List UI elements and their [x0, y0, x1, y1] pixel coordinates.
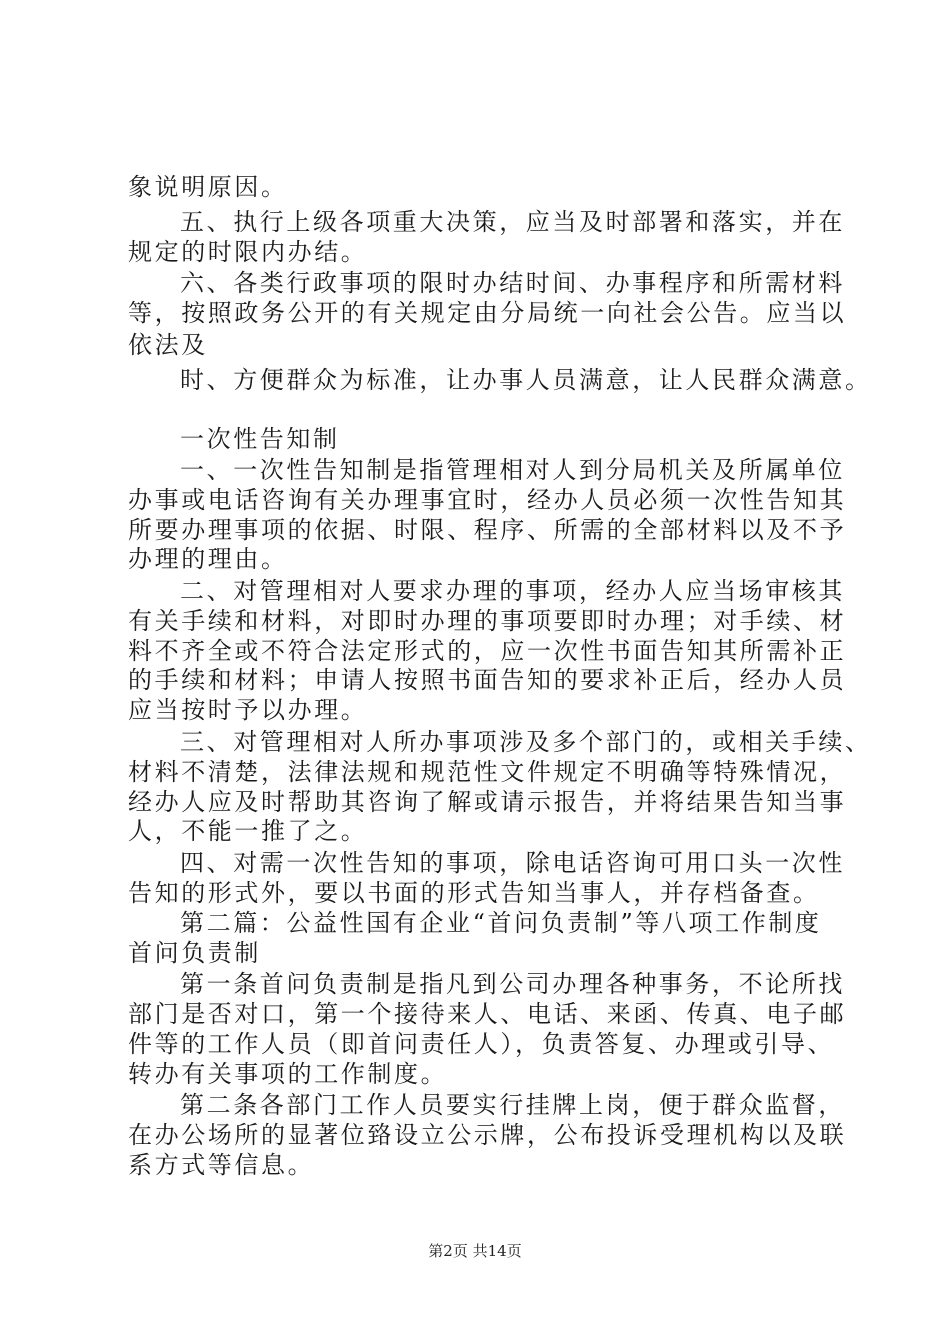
text-line: 转办有关事项的工作制度。 — [128, 1060, 448, 1088]
page-number-footer: 第2页 共14页 — [428, 1242, 522, 1260]
text-line: 件等的工作人员（即首问责任人），负责答复、办理或引导、 — [128, 1030, 835, 1058]
text-line: 时、方便群众为标准，让办事人员满意，让人民群众满意。 — [180, 366, 872, 394]
text-line: 三、对管理相对人所办事项涉及多个部门的，或相关手续、 — [180, 728, 872, 756]
text-line: 所要办理事项的依据、时限、程序、所需的全部材料以及不予 — [128, 516, 847, 544]
text-line: 依法及 — [128, 331, 208, 359]
text-line: 规定的时限内办结。 — [128, 238, 368, 266]
text-line: 在办公场所的显著位臵设立公示牌，公布投诉受理机构以及联 — [128, 1121, 847, 1149]
text-line: 材料不清楚，法律法规和规范性文件规定不明确等特殊情况， — [128, 758, 847, 786]
text-line: 第二条各部门工作人员要实行挂牌上岗，便于群众监督， — [180, 1091, 845, 1119]
text-line: 办理的理由。 — [128, 545, 288, 573]
text-line: 二、对管理相对人要求办理的事项，经办人应当场审核其 — [180, 577, 845, 605]
text-line: 六、各类行政事项的限时办结时间、办事程序和所需材料 — [180, 269, 845, 297]
text-line: 应当按时予以办理。 — [128, 696, 368, 724]
text-line: 经办人应及时帮助其咨询了解或请示报告，并将结果告知当事 — [128, 788, 847, 816]
text-line: 人，不能一推了之。 — [128, 817, 368, 845]
text-line: 的手续和材料；申请人按照书面告知的要求补正后，经办人员 — [128, 666, 847, 694]
text-line: 一、一次性告知制是指管理相对人到分局机关及所属单位 — [180, 456, 845, 484]
text-line: 五、执行上级各项重大决策，应当及时部署和落实，并在 — [180, 208, 845, 236]
text-line: 告知的形式外，要以书面的形式告知当事人，并存档备查。 — [128, 879, 820, 907]
text-line: 等，按照政务公开的有关规定由分局统一向社会公告。应当以 — [128, 299, 847, 327]
text-line: 有关手续和材料，对即时办理的事项要即时办理；对手续、材 — [128, 607, 847, 635]
text-line: 系方式等信息。 — [128, 1151, 315, 1179]
text-line: 四、对需一次性告知的事项，除电话咨询可用口头一次性 — [180, 849, 845, 877]
chapter-heading: 第二篇：公益性国有企业“首问负责制”等八项工作制度 — [180, 909, 822, 937]
text-line: 办事或电话咨询有关办理事宜时，经办人员必须一次性告知其 — [128, 486, 847, 514]
text-line: 象说明原因。 — [128, 173, 288, 201]
text-line: 部门是否对口，第一个接待来人、电话、来函、传真、电子邮 — [128, 1000, 847, 1028]
section-heading: 一次性告知制 — [180, 425, 340, 453]
section-heading: 首问负责制 — [128, 939, 261, 967]
text-line: 第一条首问负责制是指凡到公司办理各种事务，不论所找 — [180, 970, 845, 998]
text-line: 料不齐全或不符合法定形式的，应一次性书面告知其所需补正 — [128, 637, 847, 665]
